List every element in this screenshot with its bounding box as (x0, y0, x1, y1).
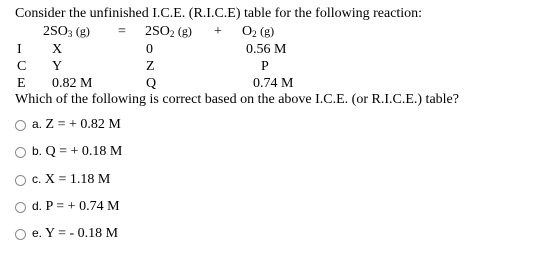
answer-option-b[interactable]: b. Q = + 0.18 M (15, 144, 122, 160)
cell-change-so3: Y (52, 59, 63, 74)
cell-initial-so3: X (52, 42, 63, 57)
product1-formula: $2SO_2$ (g) (145, 24, 192, 39)
row-label-change: C (17, 59, 27, 74)
cell-equilibrium-so2: Q (146, 76, 157, 91)
radio-button-icon[interactable] (15, 147, 26, 158)
question-intro: Consider the unfinished I.C.E. (R.I.C.E) table for the following reaction: (15, 6, 423, 21)
answer-option-a[interactable]: a. Z = + 0.82 M (15, 117, 121, 133)
equilibrium-sign: = (118, 24, 126, 39)
cell-initial-so2: 0 (146, 42, 153, 57)
plus-sign: + (214, 24, 222, 39)
cell-change-o2: P (261, 59, 269, 74)
radio-button-icon[interactable] (15, 175, 26, 186)
cell-change-so2: Z (146, 59, 155, 74)
answer-option-d[interactable]: d. P = + 0.74 M (15, 199, 120, 215)
cell-initial-o2: 0.56 M (246, 42, 287, 57)
radio-button-icon[interactable] (15, 120, 26, 131)
reactant-formula: $2SO_3$ (g) (43, 24, 90, 39)
row-label-initial: I (17, 42, 22, 57)
row-label-equilibrium: E (17, 76, 26, 91)
question-prompt: Which of the following is correct based on the above I.C.E. (or R.I.C.E.) table? (15, 92, 459, 107)
answer-option-e[interactable]: e. Y = - 0.18 M (15, 226, 118, 242)
radio-button-icon[interactable] (15, 202, 26, 213)
answer-option-c[interactable]: c. X = 1.18 M (15, 172, 110, 188)
cell-equilibrium-so3: 0.82 M (52, 76, 93, 91)
cell-equilibrium-o2: 0.74 M (253, 76, 294, 91)
product2-formula: $O_2$ (g) (242, 24, 275, 39)
radio-button-icon[interactable] (15, 229, 26, 240)
